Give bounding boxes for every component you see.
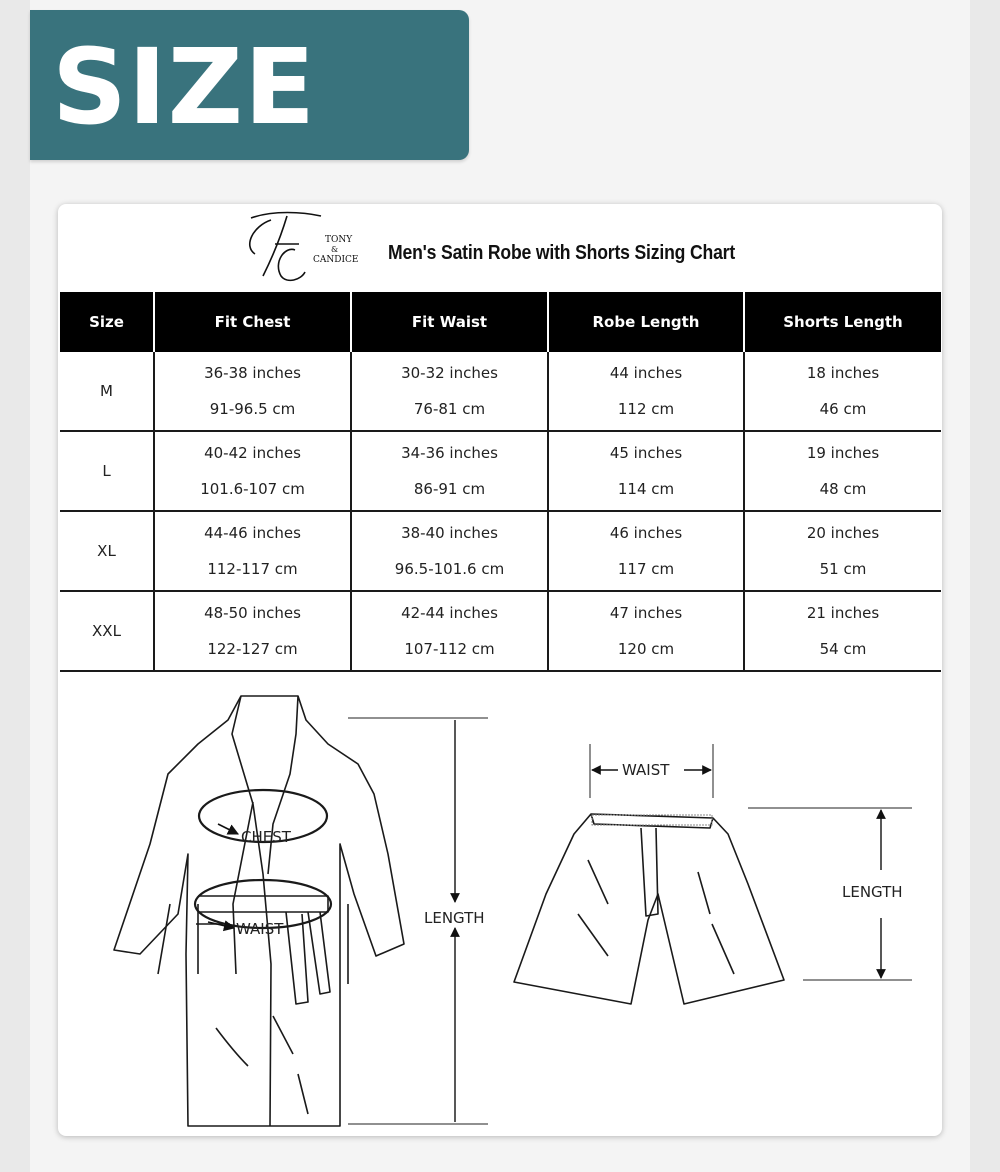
- waist-inches: 38-40 inches: [401, 524, 498, 542]
- robe-cm: 112 cm: [617, 400, 675, 418]
- size-cell: XL: [60, 511, 154, 591]
- size-table: [60, 292, 941, 672]
- table-row: [60, 591, 941, 671]
- shorts-waist-label: WAIST: [622, 761, 670, 779]
- shorts-inches: 20 inches: [806, 524, 880, 542]
- shorts-inches: 18 inches: [806, 364, 880, 382]
- waist-cell: [351, 511, 548, 591]
- robe-length-cell: [548, 431, 744, 511]
- shorts-cm: 46 cm: [819, 400, 867, 418]
- chart-title: Men's Satin Robe with Shorts Sizing Chart: [388, 242, 736, 264]
- robe-cm: 120 cm: [617, 640, 675, 658]
- brand-name-line3: CANDICE: [313, 255, 359, 265]
- shorts-cm: 54 cm: [819, 640, 867, 658]
- robe-inches: 45 inches: [609, 444, 683, 462]
- chest-cell: [154, 431, 351, 511]
- measurement-illustration: [58, 674, 942, 1136]
- banner-title: SIZE: [52, 26, 317, 148]
- chest-inches: 40-42 inches: [204, 444, 301, 462]
- chest-cell: [154, 352, 351, 431]
- waist-inches: 42-44 inches: [401, 604, 498, 622]
- table-row: [60, 511, 941, 591]
- chest-inches: 44-46 inches: [204, 524, 301, 542]
- waist-cm: 76-81 cm: [413, 400, 486, 418]
- header-size: Size: [60, 292, 154, 352]
- robe-cm: 114 cm: [617, 480, 675, 498]
- robe-length-cell: [548, 591, 744, 671]
- robe-waist-label: WAIST: [236, 920, 284, 938]
- shorts-length-cell: [744, 591, 941, 671]
- brand-logo: [233, 206, 363, 286]
- shorts-length-cell: [744, 511, 941, 591]
- sizing-card: [58, 204, 942, 1136]
- robe-chest-label: CHEST: [241, 828, 291, 846]
- shorts-length-label: LENGTH: [842, 883, 903, 901]
- shorts-cm: 51 cm: [819, 560, 867, 578]
- header-fit-waist: Fit Waist: [351, 292, 548, 352]
- chest-cm: 112-117 cm: [207, 560, 298, 578]
- chest-cell: [154, 591, 351, 671]
- waist-cell: [351, 591, 548, 671]
- size-cell: M: [60, 352, 154, 431]
- brand-name-line1: TONY: [325, 235, 353, 245]
- robe-length-label: LENGTH: [424, 909, 485, 927]
- shorts-length-cell: [744, 352, 941, 431]
- shorts-cm: 48 cm: [819, 480, 867, 498]
- chest-cm: 122-127 cm: [207, 640, 298, 658]
- waist-cm: 96.5-101.6 cm: [394, 560, 505, 578]
- chest-inches: 48-50 inches: [204, 604, 301, 622]
- chest-cm: 101.6-107 cm: [200, 480, 305, 498]
- shorts-inches: 21 inches: [806, 604, 880, 622]
- robe-drawing: [114, 696, 404, 1126]
- header-fit-chest: Fit Chest: [154, 292, 351, 352]
- waist-inches: 30-32 inches: [401, 364, 498, 382]
- size-cell: XXL: [60, 591, 154, 671]
- table-row: [60, 431, 941, 511]
- robe-length-cell: [548, 511, 744, 591]
- robe-inches: 46 inches: [609, 524, 683, 542]
- size-cell: L: [60, 431, 154, 511]
- robe-inches: 44 inches: [609, 364, 683, 382]
- size-banner: [30, 10, 469, 160]
- robe-cm: 117 cm: [617, 560, 675, 578]
- shorts-inches: 19 inches: [806, 444, 880, 462]
- waist-cell: [351, 431, 548, 511]
- waist-cell: [351, 352, 548, 431]
- shorts-drawing: [514, 814, 784, 1004]
- chest-cm: 91-96.5 cm: [209, 400, 296, 418]
- table-header-row: [60, 292, 941, 352]
- chest-cell: [154, 511, 351, 591]
- brand-name-line2: &: [331, 245, 339, 254]
- waist-cm: 86-91 cm: [413, 480, 486, 498]
- shorts-length-cell: [744, 431, 941, 511]
- header-shorts-length: Shorts Length: [744, 292, 941, 352]
- robe-length-cell: [548, 352, 744, 431]
- robe-inches: 47 inches: [609, 604, 683, 622]
- chest-inches: 36-38 inches: [204, 364, 301, 382]
- waist-cm: 107-112 cm: [404, 640, 495, 658]
- waist-inches: 34-36 inches: [401, 444, 498, 462]
- table-row: [60, 352, 941, 431]
- header-robe-length: Robe Length: [548, 292, 744, 352]
